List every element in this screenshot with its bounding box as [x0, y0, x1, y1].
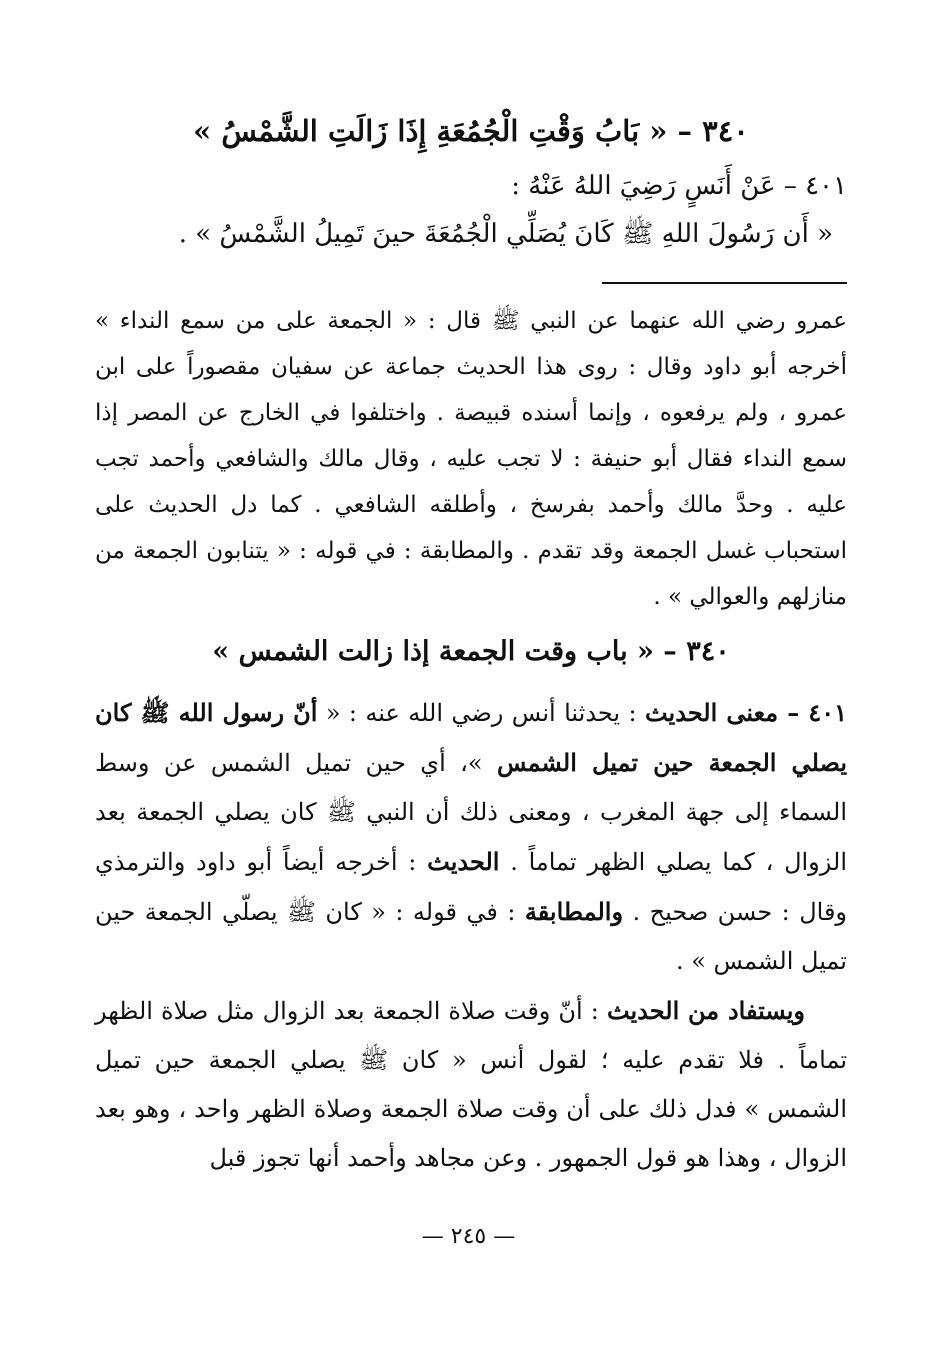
- commentary-heading: ٣٤٠ – « باب وقت الجمعة إذا زالت الشمس »: [212, 636, 730, 667]
- commentary-paragraph-lessons: [95, 986, 847, 1183]
- text-segment: : أخرجه أيضاً أبو داود والترمذي وقال : حسن صحيح .: [95, 848, 848, 926]
- hadith-text: « أَن رَسُولَ اللهِ ﷺ كَانَ يُصَلِّي الْجُمُعَةَ حينَ تَمِيلُ الشَّمْسُ » .: [178, 219, 833, 249]
- commentary-paragraph-meaning: [95, 688, 847, 986]
- text-segment: : أنّ وقت صلاة الجمعة بعد الزوال مثل صلاة الظهر تماماً . فلا تقدم عليه ؛ لقول أنس « كان ﷺ يصلي الجمعة حين تميل الشمس » فدل ذلك على أن وقت صلاة الجمعة وصلاة الظهر واحد ، وهو بعد الزوال ، وهذا هو قول الجمهور . وعن مجاهد وأحمد أنها تجوز قبل: [95, 997, 847, 1172]
- label-correspondence: والمطابقة: [524, 897, 624, 926]
- page-number: — ٢٤٥ —: [421, 1224, 516, 1249]
- text-segment: : يحدثنا أنس رضي الله عنه : «: [317, 699, 645, 727]
- label-lessons: ويستفاد من الحديث: [606, 996, 806, 1025]
- label-hadith: الحديث: [427, 847, 500, 876]
- hadith-narrator: ٤٠١ – عَنْ أَنَسٍ رَضِيَ اللهُ عَنْهُ :: [511, 171, 847, 201]
- quoted-hadith: أنّ رسول الله ﷺ كان يصلي الجمعة حين تميل الشمس: [95, 698, 848, 777]
- label-meaning: ٤٠١ – معنى الحديث: [644, 698, 847, 727]
- footnote-divider: [602, 282, 847, 284]
- text-segment: : في قوله : « كان ﷺ يصلّي الجمعة حين تميل الشمس » .: [95, 898, 847, 975]
- chapter-heading: ٣٤٠ – « بَابُ وَقْتِ الْجُمُعَةِ إِذَا زَالَتِ الشَّمْسُ »: [193, 114, 749, 148]
- text-segment: »، أي حين تميل الشمس عن وسط السماء إلى جهة المغرب ، ومعنى ذلك أن النبي ﷺ كان يصلي الجمعة بعد الزوال ، كما يصلي الظهر تماماً .: [95, 749, 847, 876]
- page-body: [95, 100, 847, 1183]
- footnote-text: عمرو رضي الله عنهما عن النبي ﷺ قال : « الجمعة على من سمع النداء » أخرجه أبو داود وقال : روى هذا الحديث جماعة عن سفيان مقصوراً على ابن عمرو ، ولم يرفعوه ، وإنما أسنده قبيصة . واختلفوا في الخارج عن المصر إذا سمع النداء فقال أبو حنيفة : لا تجب عليه ، وقال مالك والشافعي وأحمد تجب عليه . وحدَّ مالك وأحمد بفرسخ ، وأطلقه الشافعي . كما دل الحديث على استحباب غسل الجمعة وقد تقدم . والمطابقة : في قوله : « يتنابون الجمعة من منازلهم والعوالي » .: [95, 308, 847, 610]
